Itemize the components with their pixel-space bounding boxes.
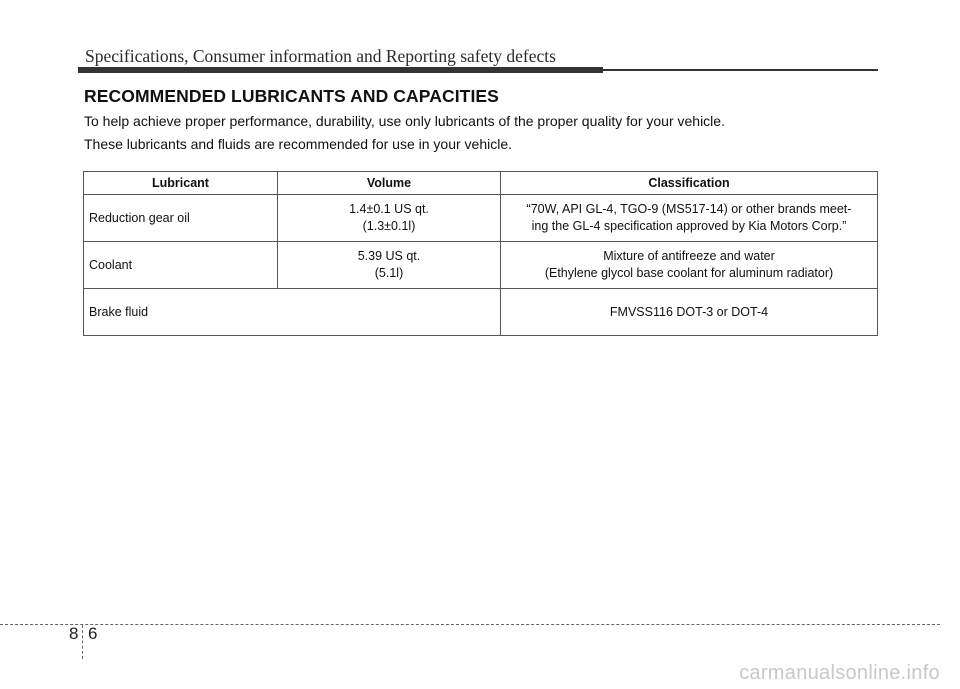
table-row <box>84 195 878 242</box>
classification-line: (Ethylene glycol base coolant for aluminum radiator) <box>544 266 834 280</box>
intro-paragraph-2: These lubricants and fluids are recommended for use in your vehicle. <box>84 136 512 152</box>
header-rule-thick <box>78 67 603 73</box>
cell-volume <box>278 242 501 289</box>
column-header-classification: Classification <box>501 172 878 195</box>
volume-line: 1.4±0.1 US qt. <box>349 202 429 216</box>
volume-line: (1.3±0.1l) <box>362 219 416 233</box>
cell-classification <box>501 195 878 242</box>
cell-classification <box>501 242 878 289</box>
table-header-row <box>84 172 878 195</box>
cell-lubricant: Coolant <box>84 242 278 289</box>
header-title: Specifications, Consumer information and Reporting safety defects <box>85 46 556 66</box>
footer-dashed-rule <box>0 624 940 625</box>
classification-line: ing the GL-4 specification approved by Kia Motors Corp.” <box>531 219 847 233</box>
lubricants-table <box>83 171 878 336</box>
intro-paragraph-1: To help achieve proper performance, durability, use only lubricants of the proper quality for your vehicle. <box>84 113 725 129</box>
page-number-chapter: 8 <box>69 624 79 643</box>
table-row <box>84 242 878 289</box>
cell-classification: FMVSS116 DOT-3 or DOT-4 <box>501 289 878 336</box>
section-title: RECOMMENDED LUBRICANTS AND CAPACITIES <box>84 86 499 106</box>
column-header-lubricant: Lubricant <box>84 172 278 195</box>
column-header-volume: Volume <box>278 172 501 195</box>
cell-lubricant: Brake fluid <box>84 289 501 336</box>
cell-volume <box>278 195 501 242</box>
classification-line: Mixture of antifreeze and water <box>603 249 775 263</box>
cell-lubricant: Reduction gear oil <box>84 195 278 242</box>
table-row <box>84 289 878 336</box>
volume-line: 5.39 US qt. <box>357 249 421 263</box>
header-rule-thin <box>600 69 878 71</box>
volume-line: (5.1l) <box>374 266 404 280</box>
page-number-page: 6 <box>88 624 98 643</box>
watermark: carmanualsonline.info <box>739 662 940 684</box>
footer-page-divider <box>82 625 83 659</box>
classification-line: “70W, API GL-4, TGO-9 (MS517-14) or other brands meet- <box>526 202 852 216</box>
